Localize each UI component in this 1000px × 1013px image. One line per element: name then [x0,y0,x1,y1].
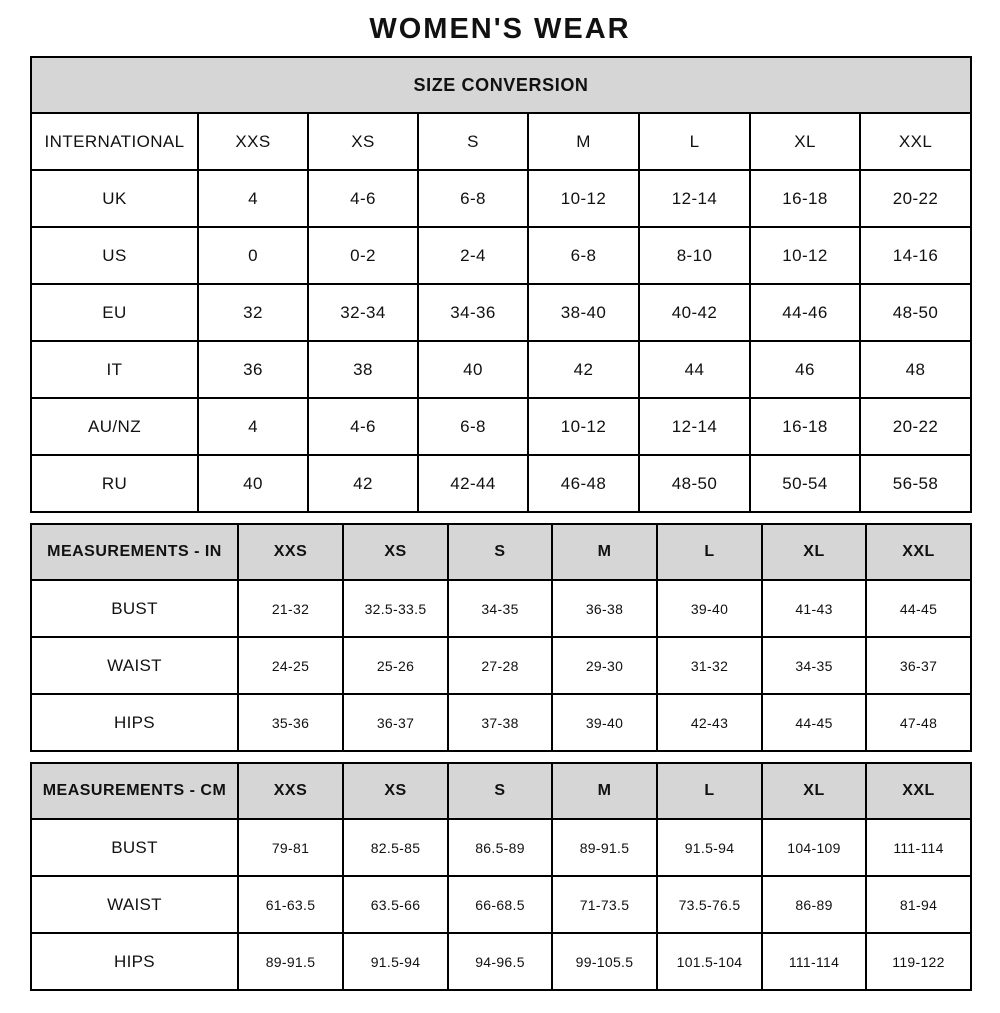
measure-cell: 89-91.5 [552,819,657,876]
table-row-hips-cm [31,933,971,990]
size-cell: 40 [418,341,528,398]
size-conversion-columns-row [31,113,971,170]
column-header-m: M [528,113,639,170]
column-header-s: S [448,763,552,819]
size-cell: 48-50 [639,455,750,512]
measure-cell: 27-28 [448,637,552,694]
size-cell: 0-2 [308,227,418,284]
column-header-xl: XL [762,763,866,819]
column-header-l: L [639,113,750,170]
measure-cell: 44-45 [762,694,866,751]
column-header-international: INTERNATIONAL [31,113,198,170]
size-cell: 12-14 [639,170,750,227]
column-header-xxl: XXL [860,113,971,170]
row-label-aunz: AU/NZ [31,398,198,455]
row-label-waist: WAIST [31,876,238,933]
measure-cell: 63.5-66 [343,876,448,933]
row-label-bust: BUST [31,819,238,876]
table-row-ru [31,455,971,512]
size-cell: 48-50 [860,284,971,341]
measure-cell: 99-105.5 [552,933,657,990]
measurements-in-header-row [31,524,971,580]
table-row-waist-in [31,637,971,694]
column-header-xxl: XXL [866,763,971,819]
size-cell: 38 [308,341,418,398]
size-cell: 6-8 [418,398,528,455]
measure-cell: 79-81 [238,819,343,876]
measure-cell: 36-37 [866,637,971,694]
size-cell: 16-18 [750,398,860,455]
column-header-xl: XL [750,113,860,170]
measure-cell: 101.5-104 [657,933,762,990]
column-header-xl: XL [762,524,866,580]
size-cell: 10-12 [528,170,639,227]
measure-cell: 39-40 [657,580,762,637]
measure-cell: 86-89 [762,876,866,933]
size-cell: 2-4 [418,227,528,284]
measure-cell: 81-94 [866,876,971,933]
measure-cell: 89-91.5 [238,933,343,990]
row-label-it: IT [31,341,198,398]
measure-cell: 94-96.5 [448,933,552,990]
size-conversion-table [30,56,972,513]
measure-cell: 21-32 [238,580,343,637]
size-cell: 44 [639,341,750,398]
column-header-xs: XS [343,763,448,819]
table-row-aunz [31,398,971,455]
size-cell: 34-36 [418,284,528,341]
size-cell: 42 [308,455,418,512]
size-cell: 40-42 [639,284,750,341]
size-cell: 14-16 [860,227,971,284]
size-cell: 0 [198,227,308,284]
table-row-eu [31,284,971,341]
measure-cell: 104-109 [762,819,866,876]
column-header-xxl: XXL [866,524,971,580]
column-header-xxs: XXS [238,763,343,819]
measure-cell: 47-48 [866,694,971,751]
size-cell: 56-58 [860,455,971,512]
measurements-cm-header-row [31,763,971,819]
size-cell: 4 [198,398,308,455]
column-header-xs: XS [343,524,448,580]
measure-cell: 82.5-85 [343,819,448,876]
measure-cell: 42-43 [657,694,762,751]
measure-cell: 66-68.5 [448,876,552,933]
measure-cell: 61-63.5 [238,876,343,933]
measure-cell: 73.5-76.5 [657,876,762,933]
measure-cell: 29-30 [552,637,657,694]
column-header-xxs: XXS [198,113,308,170]
measure-cell: 91.5-94 [657,819,762,876]
measure-cell: 31-32 [657,637,762,694]
measure-cell: 111-114 [866,819,971,876]
measurements-in-table [30,523,972,752]
size-cell: 40 [198,455,308,512]
size-cell: 48 [860,341,971,398]
measure-cell: 41-43 [762,580,866,637]
measure-cell: 111-114 [762,933,866,990]
size-cell: 46 [750,341,860,398]
size-conversion-title: SIZE CONVERSION [31,57,971,113]
column-header-l: L [657,763,762,819]
size-cell: 12-14 [639,398,750,455]
size-cell: 46-48 [528,455,639,512]
size-cell: 6-8 [418,170,528,227]
measurements-in-title: MEASUREMENTS - IN [31,524,238,580]
measure-cell: 36-38 [552,580,657,637]
measure-cell: 44-45 [866,580,971,637]
size-cell: 10-12 [528,398,639,455]
table-row-hips-in [31,694,971,751]
measure-cell: 39-40 [552,694,657,751]
column-header-m: M [552,524,657,580]
size-cell: 50-54 [750,455,860,512]
size-cell: 42-44 [418,455,528,512]
size-cell: 10-12 [750,227,860,284]
measure-cell: 71-73.5 [552,876,657,933]
column-header-m: M [552,763,657,819]
column-header-s: S [448,524,552,580]
size-cell: 32 [198,284,308,341]
measure-cell: 32.5-33.5 [343,580,448,637]
size-conversion-header-row [31,57,971,113]
table-row-bust-in [31,580,971,637]
size-cell: 32-34 [308,284,418,341]
row-label-hips: HIPS [31,694,238,751]
measure-cell: 86.5-89 [448,819,552,876]
measure-cell: 37-38 [448,694,552,751]
measure-cell: 35-36 [238,694,343,751]
measure-cell: 34-35 [448,580,552,637]
table-row-it [31,341,971,398]
measure-cell: 91.5-94 [343,933,448,990]
measure-cell: 36-37 [343,694,448,751]
row-label-eu: EU [31,284,198,341]
table-row-us [31,227,971,284]
size-cell: 6-8 [528,227,639,284]
page-title: WOMEN'S WEAR [369,13,631,45]
size-cell: 44-46 [750,284,860,341]
size-cell: 42 [528,341,639,398]
size-cell: 4 [198,170,308,227]
measurements-cm-table [30,762,972,991]
table-row-waist-cm [31,876,971,933]
column-header-l: L [657,524,762,580]
table-row-uk [31,170,971,227]
size-cell: 20-22 [860,398,971,455]
row-label-us: US [31,227,198,284]
column-header-xs: XS [308,113,418,170]
column-header-s: S [418,113,528,170]
measure-cell: 119-122 [866,933,971,990]
size-cell: 16-18 [750,170,860,227]
measurements-cm-title: MEASUREMENTS - CM [31,763,238,819]
table-row-bust-cm [31,819,971,876]
size-cell: 8-10 [639,227,750,284]
row-label-ru: RU [31,455,198,512]
size-chart-page [30,13,970,991]
size-cell: 20-22 [860,170,971,227]
row-label-waist: WAIST [31,637,238,694]
size-cell: 38-40 [528,284,639,341]
measure-cell: 25-26 [343,637,448,694]
row-label-uk: UK [31,170,198,227]
size-cell: 4-6 [308,170,418,227]
size-cell: 36 [198,341,308,398]
column-header-xxs: XXS [238,524,343,580]
row-label-bust: BUST [31,580,238,637]
measure-cell: 24-25 [238,637,343,694]
size-cell: 4-6 [308,398,418,455]
measure-cell: 34-35 [762,637,866,694]
row-label-hips: HIPS [31,933,238,990]
